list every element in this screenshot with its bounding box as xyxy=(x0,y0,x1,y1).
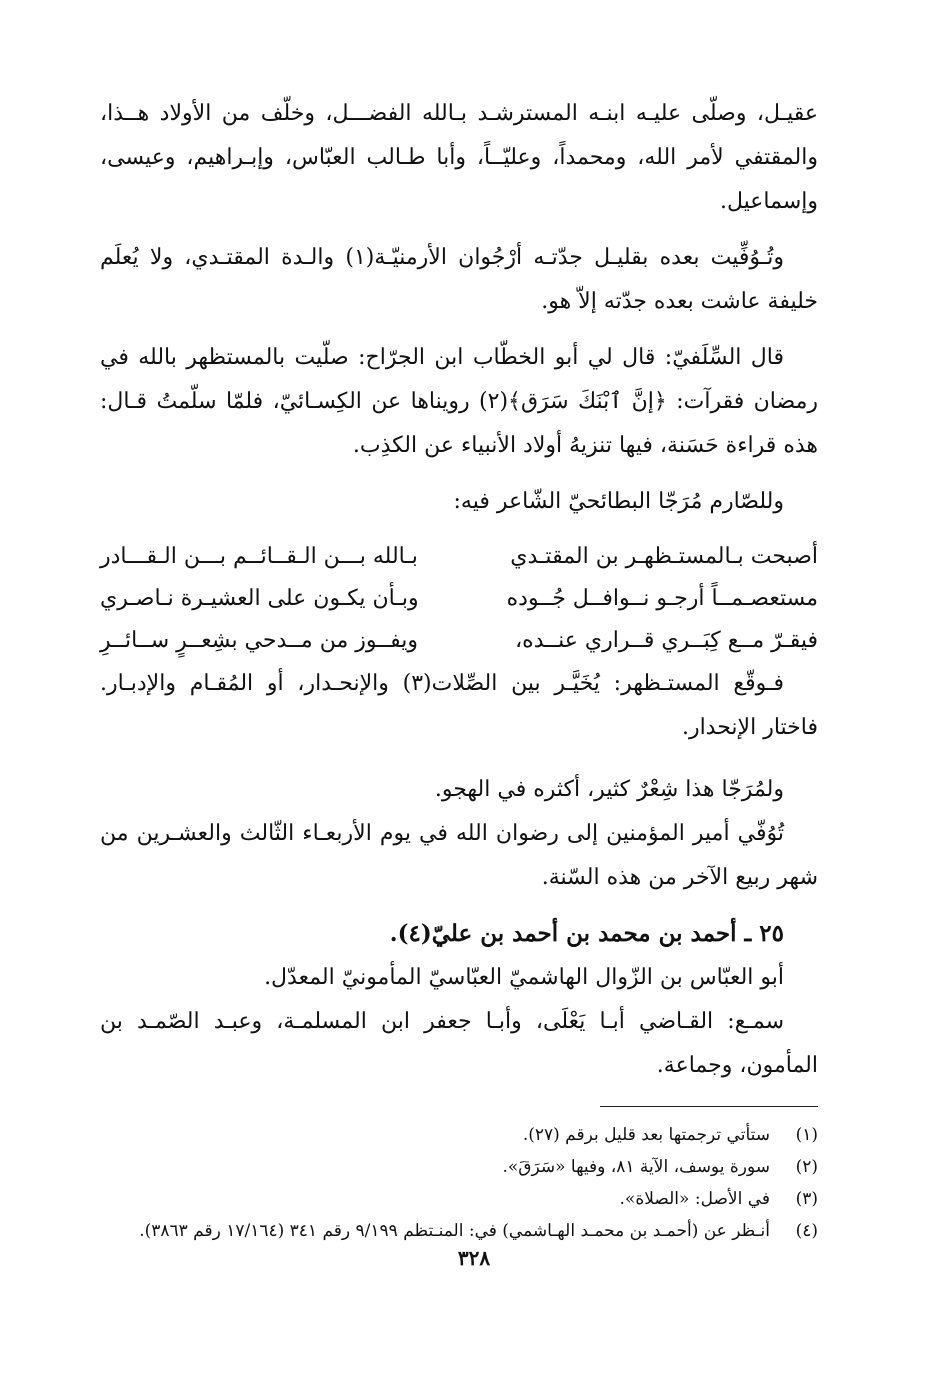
footnote-divider xyxy=(600,1106,818,1107)
verse-2 xyxy=(100,578,818,620)
poem xyxy=(100,536,818,662)
footnote-4-text: أنـظر عن (أحمـد بن محمـد الهـاشمي) في: المنـتظم ٩/١٩٩ رقم ٣٤١ (١٧/١٦٤ رقم ٣٨٦٣). xyxy=(139,1221,770,1241)
footnote-1-number: (١) xyxy=(795,1125,818,1145)
page-body xyxy=(100,92,818,1247)
footnote-2-number: (٢) xyxy=(795,1157,818,1177)
footnotes xyxy=(100,1119,818,1247)
entry-title: ٢٥ ـ أحمد بن محمد بن أحمد بن عليّ(٤). xyxy=(389,920,784,947)
footnote-3 xyxy=(100,1183,818,1215)
paragraph-7: تُوُفّي أمير المؤمنين إلى رضوان الله في يوم الأربعـاء الثّالث والعشـرين من شهر ربيع الآخر من هذه السّنة. xyxy=(100,821,818,890)
footnote-4 xyxy=(100,1215,818,1247)
verse-1 xyxy=(100,536,818,578)
paragraph-3: قال السِّلَفيّ: قال لي أبو الخطّاب ابن الجرّاح: صلّيت بالمستظهر بالله في رمضان فقرآت: ﴿إنَّ ٱبْنَكَ سَرَق﴾(٢) رويناها عن الكِسـائيّ، فلمّا سلّمتُ قـال: هذه قراءة حَسَنة، فيها تنزيهُ أولاد الأنبياء عن الكذِب. xyxy=(100,345,818,458)
footnote-3-number: (٣) xyxy=(795,1189,818,1209)
verse-1-first-half: أصبحت بـالمستـظهـر بن المقتـدي xyxy=(510,544,818,569)
paragraph-1: عقيـل، وصلّى عليـه ابنـه المسترشـد بـالله الفضـــل، وخلّف من الأولاد هــذا، والمقتفي لأمر الله، ومحمداً، وعليّــاً، وأبا طـالب العبّاس، وإبـراهيم، وعيسى، وإسماعيل. xyxy=(100,101,818,214)
verse-1-second-half: بـالله بـــن الـقــائــم بـــن الـقـــادر xyxy=(100,544,418,569)
verse-3-second-half: ويفــوز من مــدحي بشِعــرٍ ســائــرِ xyxy=(100,628,418,653)
verse-2-first-half: مستعصـمــاً أرجـو نــوافــل جُــوده xyxy=(506,586,818,611)
footnote-2-text: سورة يوسف، الآية ٨١، وفيها «سَرَقَ». xyxy=(502,1157,770,1177)
paragraph-9: سمـع: القـاضي أبـا يَعْلَى، وأبـا جعفر ابن المسلمـة، وعبـد الصّمـد بن المأمون، وجماعة. xyxy=(100,1009,818,1078)
verse-3 xyxy=(100,620,818,662)
footnote-1 xyxy=(100,1119,818,1151)
paragraph-5: فـوقّع المستـظهر: يُخَيَّـر بين الصِّلات(٣) والإنحـدار، أو المُقـام والإدبـار. فاختار الإنحدار. xyxy=(100,671,818,740)
paragraph-8: أبو العبّاس بن الزّوال الهاشميّ العبّاسيّ المأمونيّ المعدّل. xyxy=(264,965,784,990)
footnote-1-text: ستأتي ترجمتها بعد قليل برقم (٢٧). xyxy=(522,1125,770,1145)
page-number: ٣٢٨ xyxy=(457,1246,491,1270)
paragraph-4: وللصّارم مُرَجّا البطائحيّ الشّاعر فيه: xyxy=(453,489,784,514)
paragraph-6: ولمُرَجّا هذا شِعْرٌ كثير، أكثره في الهجو. xyxy=(434,777,784,802)
paragraph-2: وتُـوُفِّيت بعده بقليـل جدّتـه أرْجُوان الأرمنيّـة(١) والـدة المقتـدي، ولا يُعلَم خليفة عاشت بعده جدّته إلاّ هو. xyxy=(100,245,818,314)
verse-2-second-half: وبـأن يكـون على العشيـرة نـاصـري xyxy=(100,586,419,611)
footnote-4-number: (٤) xyxy=(795,1221,818,1241)
footnote-3-text: في الأصل: «الصلاة». xyxy=(619,1189,770,1209)
verse-3-first-half: فيقـرّ مــع كِبَــري قــراري عنــده، xyxy=(515,628,818,653)
footnote-2 xyxy=(100,1151,818,1183)
